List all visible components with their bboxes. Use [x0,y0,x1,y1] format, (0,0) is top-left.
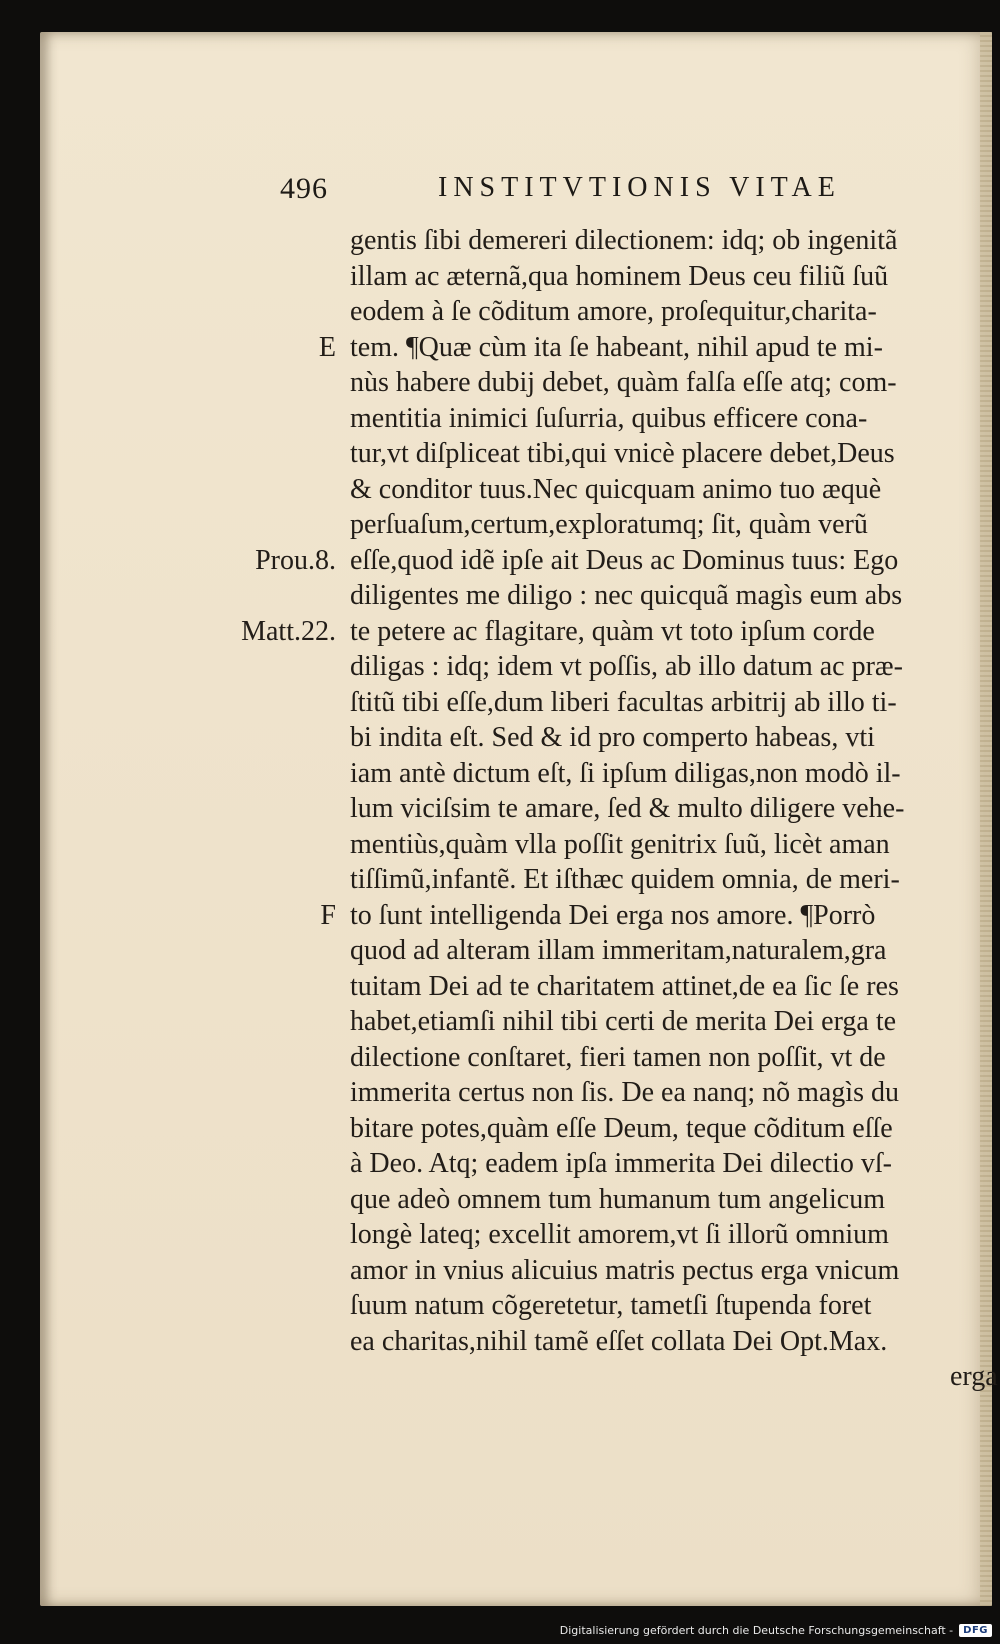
line-text: quod ad alteram illam immeritam,naturalem,gra [350,935,887,966]
line-text: ſtitũ tibi eſſe,dum liberi facultas arbitrij ab illo ti- [350,686,897,718]
line-text: diligas : idq; idem vt poſſis, ab illo datum ac præ- [350,651,903,682]
line-text: ſuum natum cõgeretetur, tametſi ſtupenda foret [350,1290,872,1321]
text-line [350,1217,1000,1253]
text-line [350,259,1000,295]
body-text [241,223,1000,1395]
running-title: INSTITVTIONIS VITAE [438,172,841,203]
text-line [255,543,1000,579]
text-line [350,1324,1000,1360]
line-text: mentiùs,quàm vlla poſſit genitrix ſuũ, licèt aman [350,828,890,860]
line-text: perſuaſum,certum,exploratumq; ſit, quàm verũ [350,509,868,540]
text-line [350,969,1000,1005]
text-line [241,614,1000,650]
line-text: à Deo. Atq; eadem ipſa immerita Dei dilectio vſ- [350,1148,892,1179]
line-text: longè lateq; excellit amorem,vt ſi illorũ omnium [350,1219,889,1250]
line-text: que adeò omnem tum humanum tum angelicum [350,1183,885,1215]
line-text: iam antè dictum eſt, ſi ipſum diligas,non modò il- [350,757,901,789]
text-line [350,1253,1000,1289]
line-text: tiſſimũ,infantẽ. Et iſthæc quidem omnia, de meri- [350,864,900,895]
text-line [350,1288,1000,1324]
line-text: ea charitas,nihil tamẽ eſſet collata Dei Opt.Max. [350,1325,888,1357]
line-text: eodem à ſe cõditum amore, proſequitur,charita- [350,296,877,327]
line-text: habet,etiamſi nihil tibi certi de merita Dei erga te [350,1006,897,1037]
line-text: te petere ac flagitare, quàm vt toto ipſum corde [350,615,875,647]
line-text: dilectione conſtaret, fieri tamen non poſſit, vt de [350,1041,886,1073]
marginal-note: Prou.8. [255,544,336,576]
text-line [350,862,1000,898]
text-line [350,401,1000,437]
text-line [350,578,1000,614]
text-line [350,1146,1000,1182]
line-text: amor in vnius alicuius matris pectus erga vnicum [350,1254,900,1286]
text-line [350,1004,1000,1040]
line-text: illam ac æternã,qua hominem Deus ceu filiũ ſuũ [350,260,889,292]
marginal-note: E [318,331,336,363]
marginal-note: Matt.22. [241,615,336,647]
text-line [350,685,1000,721]
line-text: mentitia inimici ſuſurria, quibus efficere cona- [350,402,868,434]
catchword: erga [950,1361,998,1392]
text-line [350,472,1000,508]
line-text: diligentes me diligo : nec quicquã magìs eum abs [350,580,903,611]
digitization-footer [560,1620,992,1640]
dfg-logo: DFG [959,1624,992,1637]
line-text: to ſunt intelligenda Dei erga nos amore. ¶Porrò [350,899,876,931]
funding-credit: Digitalisierung gefördert durch die Deutsche Forschungsgemeinschaft - [559,1623,954,1637]
text-line [350,756,1000,792]
text-line [350,933,1000,969]
text-line [320,898,1000,934]
line-text: immerita certus non ſis. De ea nanq; nõ magìs du [350,1077,899,1108]
line-text: tur,vt diſpliceat tibi,qui vnicè placere debet,Deus [350,438,895,469]
line-text: bi indita eſt. Sed & id pro comperto habeas, vti [350,722,875,753]
book-page [40,32,998,1606]
page-number: 496 [280,172,328,205]
text-line [318,330,1000,366]
text-line [350,507,1000,543]
text-line [350,1182,1000,1218]
text-line [350,1075,1000,1111]
text-line [350,365,1000,401]
line-text: bitare potes,quàm eſſe Deum, teque cõditum eſſe [350,1112,893,1144]
text-line [350,436,1000,472]
text-line [350,1111,1000,1147]
text-line [350,791,1000,827]
text-line [350,649,1000,685]
line-text: & conditor tuus.Nec quicquam animo tuo æquè [350,473,882,505]
line-text: tuitam Dei ad te charitatem attinet,de ea ſic ſe res [350,970,899,1002]
text-line [350,294,1000,330]
line-text: gentis ſibi demereri dilectionem: idq; ob ingenitã [350,225,898,256]
line-text: nùs habere dubij debet, quàm falſa eſſe atq; com- [350,367,897,398]
text-line [350,720,1000,756]
marginal-note: F [320,899,336,931]
text-line [350,827,1000,863]
line-text: tem. ¶Quæ cùm ita ſe habeant, nihil apud te mi- [350,331,883,363]
text-line [350,1040,1000,1076]
line-text: lum viciſsim te amare, ſed & multo diligere vehe- [350,793,905,824]
text-line [350,223,1000,259]
line-text: eſſe,quod idẽ ipſe ait Deus ac Dominus tuus: Ego [350,544,899,576]
